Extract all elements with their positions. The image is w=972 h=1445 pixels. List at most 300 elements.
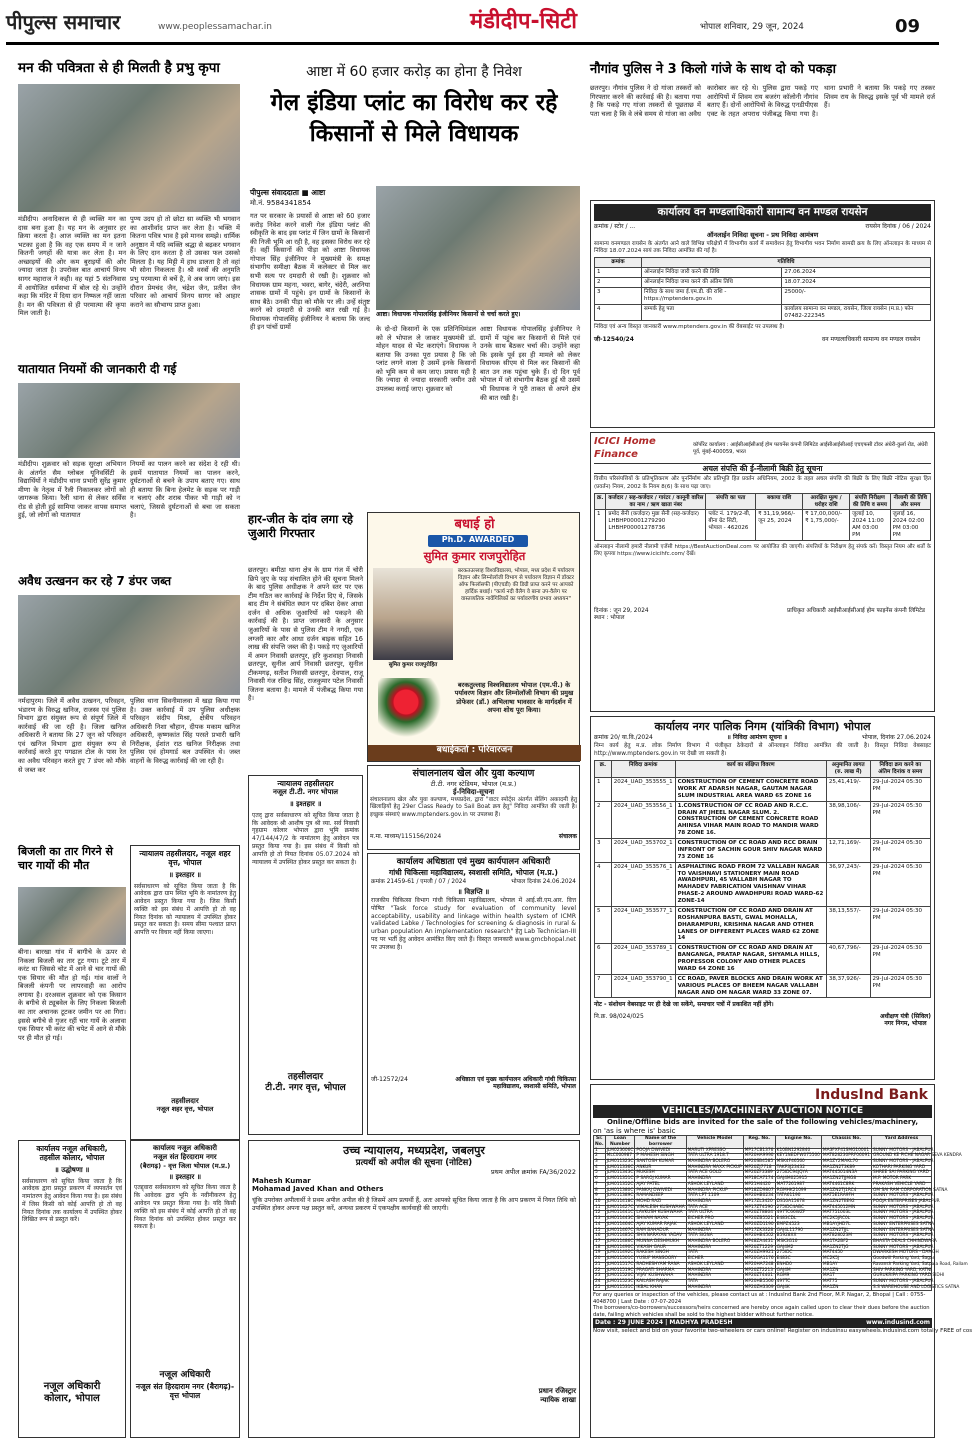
- indusind-cell: 12: [594, 1211, 606, 1217]
- indusind-cell: RGM9: [775, 1274, 821, 1280]
- nagar-cell: 38,98,106/-: [826, 801, 870, 838]
- nagar-cell: 2024_UAD_353577_1: [611, 906, 675, 943]
- indusind-cell: LAVKUSH KUSHWAHA: [635, 1211, 686, 1217]
- congrats-ad: [367, 512, 580, 762]
- col1-headline-3: अवैध उत्खनन कर रहे 7 डंपर जब्त: [18, 574, 172, 588]
- forest-th-1: गतिविधि: [642, 258, 931, 268]
- indusind-cell: TATA ACE: [686, 1205, 743, 1211]
- indusind-site[interactable]: www.indusind.com: [866, 1319, 930, 1327]
- masthead: [0, 0, 945, 46]
- nagar-ref: क्रमांक 20/ या.वि./2024: [594, 733, 653, 741]
- icici-th: नीलामी की तिथि और समय: [890, 493, 930, 510]
- indusind-cell: MP20HB5566: [744, 1279, 774, 1285]
- forest-cell: 25000/-: [782, 287, 931, 304]
- indusind-cell: MAT445012MN: [821, 1205, 871, 1211]
- icici-title: अचल संपत्ति की ई-नीलामी बिक्री हेतु सूचना: [594, 463, 931, 474]
- nagar-cell: 29-Jul-2024 05:30 PM: [870, 778, 930, 802]
- nagar-note: नोट - संशोधन वेबसाइट पर ही देखे जा सकेंगे, समाचार पत्रों में प्रकाशित नहीं होंगे।: [594, 1001, 774, 1009]
- indusind-cell: TATA LPT 1109: [686, 1194, 743, 1200]
- nagar-cell: 38,37,926/-: [826, 974, 870, 998]
- lead-kicker: आष्टा में 60 हजार करोड़ का होना है निवेश: [306, 64, 522, 80]
- table-row: [594, 1285, 932, 1291]
- col1-headline-1: मन की पवित्रता से ही मिलती है प्रभु कृपा: [18, 60, 220, 76]
- indusind-cell: POOJA ENTERPRISES JABALPUR: [872, 1198, 940, 1204]
- indusind-cell: S.S WAREHOUSE AND LOGISTICS SATNA: [872, 1284, 960, 1290]
- indusind-cell: JLM011351C: [606, 1176, 634, 1182]
- nagar-cell: 2024_UAD_353702_1: [611, 839, 675, 863]
- indusind-cell: 5: [594, 1171, 606, 1177]
- indusind-cell: MB1AYJHD7L: [821, 1222, 871, 1228]
- icici-th: संपत्ति का पता: [706, 493, 756, 510]
- indusind-th: Loan Number: [605, 1136, 635, 1148]
- indusind-cell: VIMALESH KUSHWAHA: [636, 1204, 685, 1210]
- nagar-cell: 12,71,169/-: [826, 839, 870, 863]
- col1-photo-4: [18, 887, 126, 945]
- indusind-cell: TATA ULTRA: [686, 1211, 743, 1217]
- indusind-cell: JLM011443C: [606, 1216, 634, 1222]
- college-notice: [367, 853, 580, 1135]
- indusind-cell: MAHINDRA: [686, 1177, 743, 1183]
- indusind-cell: RAKESH SINGH: [635, 1251, 686, 1257]
- notice-nazul-kolar: [18, 1140, 126, 1438]
- indusind-cell: TATA ACE GOLD: [686, 1171, 743, 1177]
- indusind-cell: GAJ4K: [775, 1285, 821, 1291]
- indusind-cell: MA3FXF41SMG10001: [821, 1148, 871, 1154]
- college-ref: क्रमांक 21459-61 / एमजी / 07 / 2024: [371, 879, 467, 885]
- notice-nazul-bairagarh-title3: (बैरागढ़) - वृत्त जिला भोपाल (म.प्र.): [139, 1161, 231, 1170]
- forest-cell: 1: [595, 268, 642, 278]
- indusind-cell: MC2K5J: [821, 1257, 871, 1263]
- indusind-cell: P MAHESH SINGH: [635, 1154, 686, 1160]
- col1-story-3b: पुलिस थाना सिवनीमालवा में खड़ा किया गया है। उक्त कार्रवाई में उप पुलिस अधीक्षक परिवहन संदीप मिश्रा, क्षेत्रीय परिवहन अधिकारी निशा चौहान, दीपक मकाम खनिज अधिकारी, कृष्णकांत सिंह परस्ते प्रभारी खनि निरीक्षक, ईशांत राठ खनिज निरीक्षक तथा पुलिस एवं होमगार्ड बल उपस्थित थे। जब्त वाहनों के विरुद्ध कार्रवाई की जा रही है।: [130, 697, 240, 765]
- icici-date: दिनांक : जून 29, 2024: [594, 607, 649, 614]
- nagar-cell: 7: [595, 974, 612, 998]
- indusind-cell: TATA ULTRA 1918.T: [686, 1154, 743, 1160]
- sports-tender: [367, 765, 580, 850]
- college-ref2: जी-12572/24: [371, 1075, 408, 1083]
- indusind-note: Now visit, select and bid on your favorite two-wheelers or cars online! Register on indusinsu easywheels.indusind.com totally FREE of cos: [593, 1327, 972, 1334]
- indusind-cell: MA1ZN2TJG: [821, 1245, 871, 1251]
- indusind-cell: 275IDC94JQYA: [775, 1171, 821, 1177]
- forest-title: कार्यालय वन मण्डलाधिकारी सामान्य वन मण्डल रायसेन: [594, 204, 931, 221]
- notice-nazul-kolar-sub: ॥ उद्घोषणा ॥: [54, 1165, 90, 1174]
- icici-logo: ICICI Home Finance: [594, 436, 656, 460]
- indusind-cell: MP20ZT8804: [743, 1211, 775, 1217]
- indusind-cell: JLM011531C: [606, 1284, 634, 1290]
- indusind-cell: AJAY KUMAR RAJAK: [635, 1222, 686, 1228]
- indusind-cell: 9: [594, 1194, 606, 1200]
- indusind-cell: MP20ZT2213: [743, 1268, 775, 1274]
- notice-tehsil-left-footer1: तहसीलदार: [171, 1096, 199, 1105]
- indusind-cell: SUNNY MOTORS - JABALPUR: [872, 1147, 934, 1153]
- indusind-cell: JLM011427C: [606, 1204, 634, 1210]
- nagar-cell: 29-Jul-2024 05:30 PM: [870, 906, 930, 943]
- college-sign: अधिष्ठाता एवं मुख्य कार्यपालन अधिकारी गांधी चिकित्सा महाविद्यालय, स्वशासी समिति, भोपाल: [455, 1075, 576, 1091]
- col1-story-1b: पुण्य उदय हो तो छोटा सा व्यक्ति भी भगवान का आशीर्वाद प्राप्त कर लेता है। भक्ति में कितना पवित्र भाव है इसे मानव समझे। धार्मिक अनुष्ठान में यदि व्यक्ति श्रद्धा से बढ़कर भगवान के लिए दान करता है तो उसका फल उसको मिलता है। यह मिट्टी में हाथ डालता है तो वहां भी सोना निकलता है। श्री वस्त्रों की अनुमति प्रभु परमात्मा से बचें है, वे अब जाग जाएं। इस दौरान प्रेमचंद जैन, चंद्रेश जैन, प्रतीश जैन परिवार को आचार्य विनय सागर को आहार कराने का सौभाग्य प्राप्त हुआ।: [130, 215, 240, 309]
- tehsil-title: न्यायालय तहसीलदार: [277, 779, 334, 788]
- table-row: [595, 862, 931, 906]
- indusind-cell: TATA: [686, 1280, 743, 1286]
- nagar-cell: 3: [595, 839, 612, 863]
- lead-headline: गेल इंडिया प्लांट का विरोध कर रहे किसानों से मिले विधायक: [270, 90, 558, 148]
- forest-body: सामान्य वनमण्डल रायसेन के अंतर्गत आने वाले विभिन्न परिक्षेत्रों में विभागीय कार्य में समावेशन हेतु विभागीय भवन निर्माण सामग्री क्रय के लिए ऑनलाइन के माध्यम से निविदा 18.07.2024 सायं तक निविदा आमंत्रित की गई है।: [594, 240, 931, 255]
- indusind-cell: SUNNY MOTORS - JABALPUR: [872, 1210, 934, 1216]
- indusind-cell: MP20GA1176: [744, 1256, 774, 1262]
- icici-th: क्र.: [595, 493, 606, 510]
- court-body: चूंकि उपरोक्त अपीलार्थी ने प्रथम अपील अपील की है जिसमें आप प्रत्यर्थी हैं, अतः आपको सूचित किया जाता है कि आप प्रकरण में नियत तिथि को उपस्थित होकर अपना पक्ष प्रस्तुत करें, अन्यथा प्रकरण में एकपक्षीय कार्यवाही की जाएगी।: [252, 1197, 576, 1213]
- indusind-cell: 497TC: [775, 1280, 821, 1286]
- indusind-cell: MA1ZN: [821, 1268, 871, 1274]
- indusind-cell: MAHINDRA BOLERO: [686, 1159, 743, 1165]
- forest-cell: 2: [595, 278, 642, 288]
- congrats-flowers: [378, 678, 448, 738]
- indusind-cell: MOHD RAZI: [635, 1199, 686, 1205]
- forest-note: निविदा एवं अन्य विस्तृत जानकारी www.mptenders.gov.in की वेबसाईट पर उपलब्ध है।: [594, 324, 785, 331]
- col1-story-1a: मंडीदीप। अनादिकाल से ही व्यक्ति मन का दास बना हुआ है। यह मन के अनुसार हर क्रिया करता है। आज व्यक्ति का मन इतना भटका हुआ है कि वह एक समय में न जाने कितनी जगहों की यात्रा कर लेता है। मन अच्छाइयों की ओर कम बुराइयों की ओर ज्यादा जाता है। उपरोक्त बात आचार्य विनय सागर महाराज ने कही। वह यहां 5 संतनिवास में आयोजित धर्मसभा में बोल रहे थे। उन्होंने कहा कि मंदिर में दिया दान निष्फल नहीं जाता है। मन की पवित्रता से ही परमात्मा की कृपा मिल जाती है।: [18, 215, 126, 318]
- indusind-cell: 497TC66WZF: [775, 1211, 821, 1217]
- indusind-cell: MP48ZA4431: [744, 1239, 774, 1244]
- nagar-notice: [590, 716, 935, 1080]
- col1-photo-2: [18, 383, 240, 458]
- indusind-cell: JLM011517C: [606, 1261, 634, 1267]
- indusind-cell: SHREE SAI PARKING YARD: [871, 1171, 931, 1177]
- indusind-cell: MP20HB0234: [744, 1193, 774, 1199]
- col1-story-4: बीना। बारखा गांव में बागीचे के ऊपर से निकला बिजली का तार टूट गया। टूटे तार में करंट था जिससे चोट में आने से चार गायों की एक सियार की मौत हो गई। गांव वालों ने बिजली कंपनी पर लापरवाही का आरोप लगाया है। दरअसल शुक्रवार को एक किसान के बगीचे से ट्यूबवेल के लिए निकला बिजली का तार अचानक टूटकर जमीन पर आ गिरा। इससे बगीचे से गुजर रहीं चार गायें के अलावा एक सियार भी करंट की चपेट में आने से मौके पर ही मौत हो गई।: [18, 948, 126, 1042]
- indusind-cell: 1: [594, 1148, 606, 1154]
- indusind-cell: SUNNY MOTORS - JABALPUR: [872, 1158, 934, 1164]
- indusind-cell: SUNNY ENTERPRISES SATNA: [872, 1227, 935, 1233]
- indusind-cell: MA1ZN2TEE92: [821, 1199, 871, 1205]
- nagar-cell: ASPHALTING ROAD FROM 72 VALLABH NAGAR TO VAISHNAVI STATIONERY MAIN ROAD AWADHPURI, 45 VALLABH NAGAR TO MAHADEV FABRICATION VAISHNAV VIHAR PHASE-2 AROUND AWADHPURI ROAD WARD-62 ZONE-14: [675, 862, 826, 906]
- indusind-cell: MP17ZK3328: [743, 1228, 775, 1234]
- tehsil-ishtahar: ॥ इश्तहार ॥: [289, 800, 322, 809]
- indusind-cell: MP18ZD9807: [744, 1187, 774, 1193]
- indusind-sub1: Online/Offline bids are invited for the sale of the following vehicles/machinery,: [606, 1117, 919, 1126]
- indusind-cell: B5928XX: [775, 1234, 821, 1240]
- indusind-cell: MP20SB4585: [743, 1159, 775, 1165]
- indusind-cell: BHASTA DEALS CHHINDWARA: [872, 1239, 937, 1244]
- indusind-cell: Goodwill Parking Yard, Sagar: [872, 1256, 935, 1262]
- indusind-cell: MAHINDRA: [686, 1274, 743, 1280]
- indusind-cell: MA1ZN2TJJMG8: [821, 1177, 871, 1183]
- court-party2: Mohamad Javed Khan and Others: [252, 1185, 384, 1194]
- indusind-cell: ENHD0: [775, 1262, 821, 1268]
- indusind-cell: E483C: [775, 1257, 821, 1263]
- tehsil-footer2: टी.टी. नगर वृत्त, भोपाल: [265, 1083, 346, 1094]
- col1-story-3a: नर्मदापुरम। जिले में अवैध उत्खनन, परिवहन, भंडारण के विरुद्ध खनिज, राजस्व एवं पुलिस विभाग द्वारा संयुक्त रूप से संपूर्ण जिले में कार्रवाई की जा रही है। जिला खनिज अधिकारी ने बताया कि 27 जून को परिवहन एवं खनिज विभाग द्वारा संयुक्त रूप से कार्रवाई करते हुए पगढाल टोल के पास रेत का अवैध परिवहन करते हुए 7 डंपर को मौके से जब्त कर: [18, 697, 126, 774]
- nagar-th: क्र.: [595, 761, 612, 778]
- indusind-cell: MA1ZN2TJJL: [821, 1228, 871, 1234]
- indusind-cell: PANKAJ DWIVEDI: [635, 1188, 686, 1194]
- indusind-cell: MP20ZJ7718: [743, 1165, 775, 1171]
- indusind-cell: MAT751003L: [821, 1211, 871, 1217]
- indusind-cell: MA1ZY2MAKL70: [821, 1159, 871, 1165]
- indusind-cell: MP17ZT4590: [743, 1205, 775, 1211]
- congrats-name: सुमित कुमार राजपुरोहित: [423, 549, 526, 563]
- table-row: [595, 778, 931, 802]
- forest-th-0: क्रमांक: [595, 258, 642, 268]
- indusind-cell: TATA SIGNA: [686, 1234, 743, 1240]
- nagar-th: निविदा क्रमांक: [611, 761, 675, 778]
- indusind-cell: MP17ZL3420: [743, 1199, 775, 1205]
- congrats-footer: बधाईकर्ता : परिवारजन: [368, 745, 581, 761]
- indusind-cell: 21: [594, 1262, 606, 1268]
- table-row: [595, 304, 931, 321]
- lead-story-col3: आष्टा विधायक गोपालसिंह इंजीनियर ने ग्रामों में पहुंच कर किसानों से मिले एवं उनके साथ बैठकर चर्चा की। उन्होंने कहा कि इसके पूर्व इस ही मामले को लेकर विधायक सीएम से मिल कर किसानों की बात उन तक पहुंचा चुके हैं। दो दिन पूर्व भोपाल में जो संभागीय बैठक हुई थी उसमें भी विधायक ने पूरी ताकत से अपने क्षेत्र की बात रखी है।: [480, 325, 580, 402]
- table-row: [595, 944, 931, 975]
- indusind-cell: PRAKASH VEHICLE YARD: [871, 1182, 931, 1188]
- indusind-cell: JLM011485C: [606, 1233, 634, 1239]
- indusind-th: Engine No.: [775, 1136, 821, 1148]
- indusind-cell: MB1AY: [821, 1262, 871, 1268]
- indusind-cell: MP20ZB5521: [744, 1216, 774, 1222]
- icici-table-header: [595, 493, 931, 510]
- masthead-section: मंडीदीप-सिटी: [470, 9, 577, 34]
- indusind-cell: JLM011523C: [606, 1279, 634, 1285]
- forest-cell: 18.07.2024: [782, 278, 931, 288]
- ganja-story: छतरपुर। नौगांव पुलिस ने दो गांजा तस्करों को गिरफ्तार करने की कार्रवाई की है। बताया गया है कि पकड़े गए गांजा तस्करों से पूछताछ में पता चला है कि वे लंबे समय से गांजा का अवैध कारोबार कर रहे थे। पुलिस द्वारा पकड़े गए आरोपियों में शिवम राय बजरंग कॉलोनी नौगांव बताए हैं। दोनों आरोपियों के विरुद्ध एनडीपीएस एक्ट के तहत अपराध पंजीबद्ध किया गया है। थाना प्रभारी ने बताया कि पकड़े गए तस्कर शिवम राय के विरुद्ध इसके पूर्व भी मामले दर्ज हैं।: [590, 84, 935, 118]
- nagar-cell: 2024_UAD_353576_1: [611, 862, 675, 906]
- tehsil-body: एतद् द्वारा सर्वसाधारण को सूचित किया जाता है कि आवेदक श्री आशीष पुत्र श्री व्या. सर्व निवासी गृहग्राम कोलार भोपाल द्वारा भूमि क्रमांक 47/144/47/2 के नामांतरण हेतु आवेदन पत्र प्रस्तुत किया गया है। इस संबंध में किसी को आपत्ति हो तो नियत दिनांक 05.07.2024 को न्यायालय में उपस्थित होकर प्रस्तुत कर सकता है।: [252, 811, 359, 866]
- indusind-cell: MAT4461C8RK: [821, 1182, 871, 1188]
- indusind-cell: MAHINDRA MAXX PICKUP: [687, 1164, 742, 1170]
- indusind-cell: ASHOK LEYLAND: [686, 1222, 743, 1228]
- indusind-cell: RAMANDEEP: [635, 1194, 686, 1200]
- nagar-ref2: नि.क्र. 98/024/025: [594, 1012, 644, 1020]
- indusind-cell: EMPZ4523: [775, 1222, 821, 1228]
- nagar-sub: ॥ निविदा आमंत्रण सूचना ॥: [727, 733, 788, 741]
- masthead-rule: [6, 42, 939, 45]
- ganja-headline: नौगांव पुलिस ने 3 किलो गांजे के साथ दो को पकड़ा: [590, 62, 836, 77]
- court-sign1: प्रधान रजिस्ट्रार: [538, 1387, 576, 1395]
- icici-th: बकाया राशि: [756, 493, 803, 510]
- indusind-cell: JLM011418C: [606, 1198, 634, 1204]
- nagar-cell: CC ROAD, PAVER BLOCKS AND DRAIN WORK AT VARIOUS PLACES OF BHEEM NAGAR VALLABH NAGAR AND OM NAGAR WARD 33 ZONE 07.: [675, 974, 826, 998]
- indusind-cell: MA1ZN2T3K89: [821, 1165, 871, 1171]
- sports-title: संचालनालय खेल और युवा कल्याण: [412, 768, 535, 779]
- indusind-cell: JLM011519C: [606, 1267, 634, 1273]
- lead-photo: [376, 186, 580, 310]
- congrats-text1: बरकतउल्लाह विश्वविद्यालय, भोपाल, मध्य प्रदेश में पर्यावरण विज्ञान और लिम्नोलॉजी विभाग से पर्यावरण विज्ञान में डॉक्टर ऑफ फिलॉसफी (पीएचडी) की डिग्री प्राप्त करने पर आपको हार्दिक बधाई। "कार्य नदी वैलैग वे बाना उप-वैलेग पर वास्तव्यतिक नावेंगिलिकों का पर्यावरणीय प्रभाव अध्ययन": [457, 568, 575, 603]
- college-title: कार्यालय अधिष्ठाता एवं मुख्य कार्यपालन अधिकारी: [396, 857, 551, 867]
- indusind-cell: OM SAI RAM CORPORATION SATNA: [872, 1187, 948, 1193]
- icici-cell: प्लॉट नं. 179/2-बी, बीना ग्रेट सिटी, भोपाल - 462026: [706, 510, 756, 541]
- notice-tehsil-left-ishtahar: ॥ इश्तहार ॥: [168, 870, 202, 879]
- nagar-cell: 2024_UAD_353790_1: [611, 974, 675, 998]
- indusind-cell: E483CDL: [775, 1217, 821, 1223]
- congrats-title: बधाई हो: [454, 517, 495, 532]
- indusind-cell: GROUND KE PICHE NAGAR SEVA KENDRA: [872, 1153, 962, 1159]
- indusind-cell: AJAY PATEL: [635, 1182, 686, 1188]
- indusind-cell: GAJ4M025915: [775, 1177, 821, 1183]
- nagar-cell: 38,13,557/-: [826, 906, 870, 943]
- lead-story-col2: के दो-दो किसानों के एक प्रतिनिधिमंडल को ले भोपाल ले जाकर मुख्यमंत्री डॉ. मोहन यादव से भेंट कराएंगे। विधायक ने बताया कि उनका पूरा प्रयास है कि जो प्लांट लगने वाला है उसमें इनके किसानों को भूमि कम से कम जाए। प्रयास यही है कि ज्यादा से ज्यादा सरकारी जमीन उसे उपलब्ध कराई जाए। शुक्रवार को: [376, 325, 476, 393]
- notice-nazul-kolar-title1: कार्यालय नजूल अधिकारी,: [36, 1144, 108, 1153]
- icici-cell: 1: [595, 510, 606, 541]
- indusind-cell: IKBAL KHAN: [635, 1285, 686, 1291]
- sports-address: टी.टी. नगर स्टेडियम, भोपाल (म.प्र.): [430, 779, 517, 788]
- forest-table-header: [595, 258, 931, 268]
- forest-ref: क्रमांक / स्टोर / ...: [594, 223, 636, 231]
- indusind-cell: MAT5E1RA9FH: [821, 1194, 871, 1200]
- indusind-cell: RAM BAHADUR: [635, 1228, 686, 1234]
- indusind-cell: EICHER PRO: [686, 1217, 743, 1223]
- indusind-cell: P SAROJ KUMAR: [635, 1177, 686, 1183]
- icici-th: संपत्ति निरीक्षण की तिथि व समय: [850, 493, 891, 510]
- forest-cell: 3: [595, 287, 642, 304]
- indusind-th: Name of the borrower: [635, 1136, 686, 1148]
- forest-cell: सम्पर्क हेतु पता: [642, 304, 782, 321]
- notice-nazul-bairagarh-sub: ॥ इश्तहार ॥: [168, 1172, 202, 1181]
- college-body: राजकीय चिकित्सा विभाग गांधी चिकित्सा महाविद्यालय, भोपाल में आई.सी.एम.आर. वित्त पोषित "Task force study for evaluation of community level acceptability, usability and linkage within health system of ICMR validated Labke / Technologies for screening & diagnosis in rural & urban population An implementation research" हेतु Lab Technician-III पद पर भर्ती हेतु आवेदन आमंत्रित किए जाते हैं। विस्तृत जानकारी www.gmcbhopal.net पर उपलब्ध है।: [371, 896, 576, 951]
- indusind-cell: EICHER: [686, 1257, 743, 1263]
- forest-ref2: जी-12540/24: [594, 335, 634, 343]
- indusind-cell: TATA: [686, 1251, 743, 1257]
- forest-cell: निविदा के साथ जमा ई.एम.डी. की राशि - https://mptenders.gov.in: [642, 287, 782, 304]
- indusind-cell: MUNNA DESHMUKH: [635, 1240, 686, 1246]
- indusind-cell: SUNNY MOTORS - JABALPUR: [872, 1216, 934, 1222]
- notice-tehsil-left-body: सर्वसाधारण को सूचित किया जाता है कि आवेदक द्वारा ग्राम स्थित भूमि के नामांतरण हेतु आवेदन प्रस्तुत किया गया है। जिस किसी व्यक्ति को इस संबंध में आपत्ति हो तो वह नियत दिनांक को न्यायालय में उपस्थित होकर प्रस्तुत कर सकता है। समय सीमा पश्चात प्राप्त आपत्ति पर विचार नहीं किया जाएगा।: [134, 882, 236, 937]
- indusind-cell: 4: [594, 1165, 606, 1171]
- congrats-award: Ph.D. AWARDED: [428, 535, 528, 547]
- indusind-cell: KOTHARI PARKING YARD: [871, 1165, 931, 1171]
- indusind-cell: SHIV PARKING YARD, KATNI: [872, 1267, 932, 1273]
- indusind-cell: MA1TA2BF2: [821, 1240, 871, 1246]
- icici-body: वित्तीय परिसंपत्तियों के प्रतिभूतिकरण और पुनर्निर्माण और प्रतिभूति हित प्रवर्तन अधिनियम, 2002 के तहत अचल संपत्ति की बिक्री के लिए बिक्री नोटिस सुरक्षा हित (प्रवर्तन) नियम, 2002 के नियम 8(6) के साथ पढ़ा जाए।: [594, 476, 931, 490]
- court-sub: प्रत्यर्थी को अपील की सूचना (नोटिस): [355, 1157, 473, 1168]
- indusind-table-header: [594, 1136, 932, 1148]
- table-row: [595, 278, 931, 288]
- indusind-cell: JLM011323C: [606, 1158, 634, 1164]
- notice-nazul-bairagarh-footer1: नजूल अधिकारी: [159, 1370, 211, 1381]
- indusind-cell: MAHINDRA BOLERO: [686, 1240, 743, 1246]
- indusind-th: Yard Address: [871, 1136, 931, 1148]
- indusind-cell: MSK3G10: [775, 1240, 821, 1246]
- indusind-cell: MARUTI XPRESSO: [686, 1148, 743, 1154]
- indusind-cell: SUNNY MOTORS - JABALPUR: [872, 1279, 934, 1285]
- col1-photo-3: [18, 595, 240, 695]
- court-party1: Mahesh Kumar: [252, 1176, 311, 1185]
- indusind-cell: JLM011520C: [606, 1273, 634, 1279]
- indusind-cell: SUNNY ENTERPRISES SATNA: [872, 1221, 935, 1227]
- indusind-cell: 24: [594, 1280, 606, 1286]
- indusind-cell: MP20HA7248: [744, 1261, 774, 1267]
- indusind-cell: MP20HA9990: [744, 1153, 774, 1159]
- indusind-cell: Ravansh Parking Yard, Satpala Road, Rallam: [872, 1261, 968, 1267]
- college-subtitle: गांधी चिकित्सा महाविद्यालय, स्वशासी समिति, भोपाल (म.प्र.): [389, 867, 558, 877]
- notice-nazul-kolar-footer1: नजूल अधिकारी: [43, 1380, 101, 1392]
- table-row: [595, 268, 931, 278]
- indusind-cell: 15: [594, 1228, 606, 1234]
- indusind-notice: [590, 1084, 972, 1438]
- icici-place: स्थान : भोपाल: [594, 615, 625, 622]
- forest-cell: 27.06.2024: [782, 268, 931, 278]
- indusind-cell: GAJ4M: [775, 1268, 821, 1274]
- indusind-date: Date : 29 JUNE 2024 | MADHYA PRADESH: [595, 1319, 733, 1327]
- indusind-cell: YUSUF MANSOORY: [635, 1257, 686, 1263]
- indusind-cell: VIJAY KUSHWAHA: [635, 1274, 686, 1280]
- indusind-cell: JLM011464C: [606, 1221, 634, 1227]
- indusind-th: Vehicle Model: [686, 1136, 743, 1148]
- nagar-cell: 25,41,419/-: [826, 778, 870, 802]
- notice-tehsil-left-footer2: नजूल शहर वृत्त, भोपाल: [156, 1105, 214, 1114]
- indusind-cell: 7: [594, 1182, 606, 1188]
- nagar-cell: 40,67,796/-: [826, 944, 870, 975]
- indusind-cell: MAHINDRA: [686, 1268, 743, 1274]
- nagar-table-header: [595, 761, 931, 778]
- forest-table: [594, 257, 931, 321]
- forest-cell: 4: [595, 304, 642, 321]
- nagar-th: अनुमानित लागत (रु. लाख में): [826, 761, 870, 778]
- nagar-cell: 29-Jul-2024 05:30 PM: [870, 801, 930, 838]
- nagar-cell: CONSTRUCTION OF CC ROAD AND DRAIN AT BANGANGA, PRATAP NAGAR, SHYAMLA HILLS, PROFESSOR COLONY AND OTHER PLACES WARD 64 ZONE 16: [675, 944, 826, 975]
- nagar-body: निम्न कार्य हेतु म.प्र. लोक निर्माण विभाग में पंजीकृत ठेकेदारों से ऑनलाइन निविदा आमंत्रित की जाती है। विस्तृत निविदा वेबसाइट http://www.mptenders.gov.in पर देखी जा सकती है।: [594, 743, 931, 757]
- icici-cell: ₹ 17,00,000/- ₹ 1,75,000/-: [803, 510, 850, 541]
- indusind-cell: KEY1NEDFW075500: [776, 1153, 820, 1159]
- indusind-cell: MAHINDRA PICKUP: [686, 1188, 743, 1194]
- indusind-cell: JLM011501C: [606, 1256, 634, 1262]
- indusind-cell: GAJ4L11790: [775, 1228, 821, 1234]
- indusind-cell: SUNNY MOTORS - JABALPUR: [872, 1204, 934, 1210]
- indusind-cell: MAHINDRA: [686, 1199, 743, 1205]
- indusind-cell: MAT828230PRF06091: [822, 1153, 870, 1159]
- indusind-cell: 25: [594, 1285, 606, 1291]
- indusind-cell: RADHESHYAM RANA: [635, 1262, 686, 1268]
- icici-notice: [590, 432, 935, 712]
- notice-nazul-bairagarh-title2: नजूल संत हिरदाराम नगर: [153, 1152, 217, 1161]
- forest-cell: ऑनलाईन निविदा जारी करने की तिथि: [642, 268, 782, 278]
- court-notice: [248, 1140, 580, 1438]
- indusind-title: VEHICLES/MACHINERY AUCTION NOTICE: [593, 1105, 932, 1118]
- nagar-cell: 29-Jul-2024 05:30 PM: [870, 839, 930, 863]
- indusind-cell: TATA61190: [775, 1194, 821, 1200]
- indusind-cell: MP20ZH9921: [744, 1250, 774, 1256]
- col1-story-2b: नियमों का पालन करने का संदेश दे रही थी। इसमें यातायात नियमों का पालन करने, दुर्घटनाओं से बचने के उपाय बताए गए। साथ ही बताया कि बिना हेलमेट के सड़क पर गाड़ी न चलाएं और शराब पीकर भी गाड़ी को न चलाएं, जिससे दुर्घटनाओं से बचा जा सकता है।: [130, 460, 240, 520]
- gamble-headline: हार-जीत के दांव लगा रहे जुआरी गिरफ्तार: [248, 512, 354, 541]
- indusind-cell: 18: [594, 1245, 606, 1251]
- indusind-cell: JLM011441C: [606, 1210, 634, 1216]
- indusind-cell: MP21H4420: [743, 1182, 775, 1188]
- nagar-cell: 2024_UAD_353789_1: [611, 944, 675, 975]
- indusind-cell: JLM023606C: [606, 1147, 634, 1153]
- indusind-cell: SANTOSH KUMAR: [635, 1159, 686, 1165]
- table-row: [595, 839, 931, 863]
- indusind-cell: 2: [594, 1154, 606, 1160]
- indusind-cell: MAHINDRA: [686, 1285, 743, 1291]
- indusind-cell: ANKUR: [635, 1165, 686, 1171]
- table-row: [595, 974, 931, 998]
- indusind-cell: MAT828023M: [821, 1234, 871, 1240]
- nagar-cell: 6: [595, 944, 612, 975]
- indusind-th: Sr. No.: [595, 1136, 604, 1147]
- indusind-cell: MA1ZN2TJ1RC4: [821, 1188, 871, 1194]
- notice-tehsil-ttnagar: [248, 775, 363, 1135]
- indusind-cell: KAILASH RAJAK: [635, 1280, 686, 1286]
- indusind-cell: MP17CB1376: [744, 1147, 774, 1153]
- sports-sub: ई-निविदा-सूचना: [452, 788, 495, 796]
- college-sub: ॥ विज्ञप्ति ॥: [457, 888, 490, 897]
- nagar-cell: 1.CONSTRUCTION OF CC ROAD AND R.C.C. DRAIN AT JHEEL NAGAR SLUM. 2. CONSTRUCTION OF CEMENT CONCRETE ROAD AHINSA VIHAR MAIN ROAD TO MANDIR WARD 78 ZONE 16.: [675, 801, 826, 838]
- forest-sub: ऑनलाईन निविदा सूचना - प्रथ निविदा आमंत्रण: [706, 230, 819, 239]
- congrats-photo-label: सुमित कुमार राजपुरोहित: [388, 662, 438, 668]
- indusind-cell: JLM011352C: [606, 1181, 634, 1187]
- indusind-cell: MC2K5JRC0L: [821, 1217, 871, 1223]
- indusind-footer2: The borrowers/co-borrowers/successors/heirs concerned are hereby once again called upon to clear their dues before the auction date, failing which vehicles shall be sold to the highest bidder without further notice.: [593, 1305, 930, 1318]
- notice-nazul-bairagarh: [130, 1140, 240, 1438]
- icici-cell: ₹ 31,19,966/- जून 25, 2024: [756, 510, 803, 541]
- col1-headline-4: बिजली का तार गिरने से चार गायों की मौत: [18, 845, 113, 872]
- lead-byline: पीपुल्स संवाददाता ■ आष्टा: [250, 188, 326, 197]
